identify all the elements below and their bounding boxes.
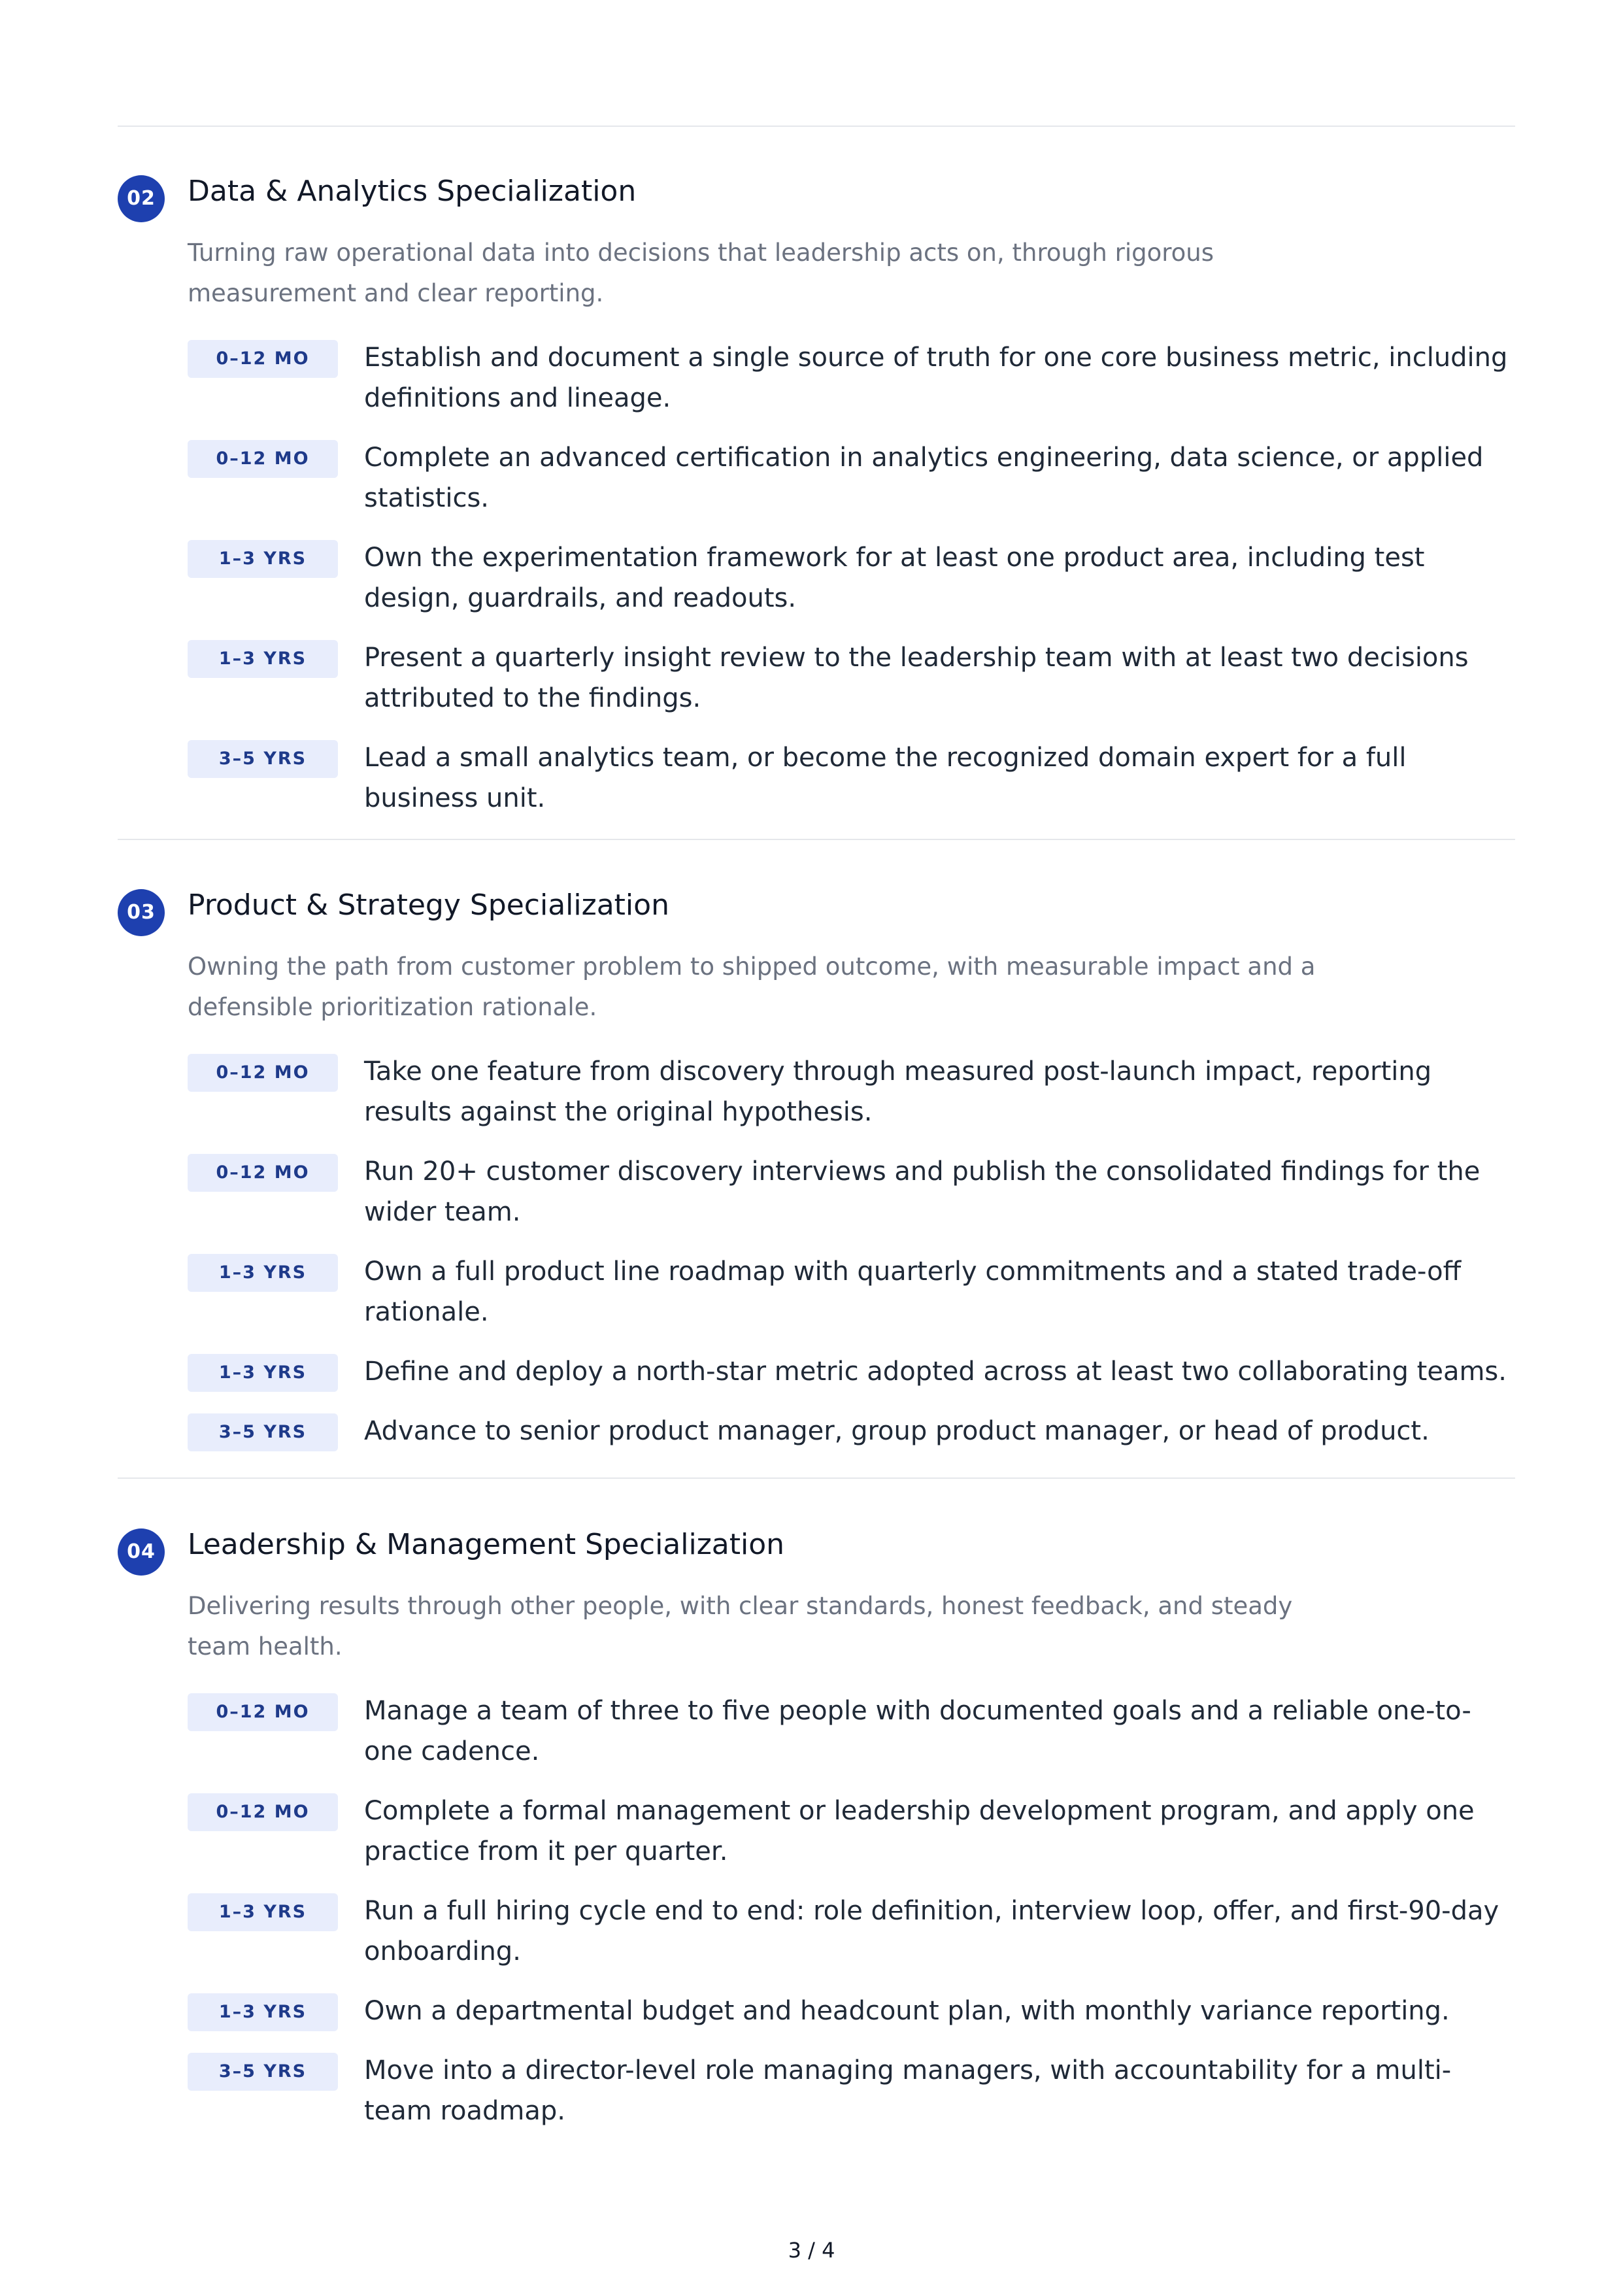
timeframe-badge: 0–12 MO: [188, 440, 338, 478]
page-indicator: 3 / 4: [788, 2238, 835, 2263]
timeframe-badge: 1–3 YRS: [188, 1893, 338, 1931]
goal-text: Own a full product line roadmap with quarterly commitments and a stated trade-off rationale.: [364, 1257, 1462, 1327]
timeframe-badge: 1–3 YRS: [188, 1993, 338, 2031]
section-divider: [118, 839, 1515, 840]
goal-text: Establish and document a single source of truth for one core business metric, including definitions and lineage.: [364, 343, 1508, 413]
goal-item: [188, 1691, 1515, 1772]
goal-text: Complete an advanced certification in analytics engineering, data science, or applied statistics.: [364, 443, 1484, 513]
goal-text: Own the experimentation framework for at least one product area, including test design, guardrails, and readouts.: [364, 543, 1425, 613]
section-header: [118, 1525, 1515, 1577]
goal-item: [188, 337, 1515, 418]
timeframe-badge: 3–5 YRS: [188, 2053, 338, 2091]
goal-text: Take one feature from discovery through measured post-launch impact, reporting results against the original hypothesis.: [364, 1056, 1432, 1127]
goal-text: Run a full hiring cycle end to end: role definition, interview loop, offer, and first-90-day onboarding.: [364, 1896, 1499, 1967]
goal-item: [188, 637, 1515, 718]
timeframe-badge: 1–3 YRS: [188, 640, 338, 678]
timeframe-badge: 0–12 MO: [188, 1154, 338, 1192]
goal-item: [188, 437, 1515, 518]
goal-item: [188, 1791, 1515, 1872]
goal-item: [188, 1251, 1515, 1332]
section-title: Leadership & Management Specialization: [188, 1528, 785, 1561]
timeframe-badge: 0–12 MO: [188, 340, 338, 378]
section-description: Delivering results through other people, with clear standards, honest feedback, and steady team health.: [188, 1592, 1293, 1661]
timeframe-badge: 0–12 MO: [188, 1793, 338, 1831]
timeframe-badge: 1–3 YRS: [188, 1354, 338, 1392]
goal-text: Present a quarterly insight review to the leadership team with at least two decisions attributed to the findings.: [364, 643, 1469, 713]
section-description: Turning raw operational data into decisions that leadership acts on, through rigorous measurement and clear reporting.: [188, 239, 1214, 307]
timeframe-badge: 1–3 YRS: [188, 1254, 338, 1292]
goal-list: [188, 1051, 1515, 1451]
goal-item: [188, 537, 1515, 618]
goal-text: Define and deploy a north-star metric adopted across at least two collaborating teams.: [364, 1357, 1507, 1387]
timeframe-badge: 3–5 YRS: [188, 1413, 338, 1451]
goal-item: [188, 1051, 1515, 1132]
section-leadership-management: [118, 1525, 1515, 2150]
goal-item: [188, 737, 1515, 819]
goal-text: Move into a director-level role managing managers, with accountability for a multi-team roadmap.: [364, 2055, 1452, 2126]
goal-item: [188, 1151, 1515, 1232]
section-product-strategy: [118, 885, 1515, 1470]
timeframe-badge: 3–5 YRS: [188, 740, 338, 778]
goal-text: Lead a small analytics team, or become the recognized domain expert for a full business unit.: [364, 743, 1407, 813]
goal-text: Manage a team of three to five people with documented goals and a reliable one-to-one cadence.: [364, 1696, 1471, 1766]
goal-text: Advance to senior product manager, group product manager, or head of product.: [364, 1416, 1430, 1446]
goal-text: Run 20+ customer discovery interviews and publish the consolidated findings for the wider team.: [364, 1156, 1481, 1227]
goal-list: [188, 1691, 1515, 2131]
goal-item: [188, 1891, 1515, 1972]
goal-item: [188, 1351, 1515, 1392]
section-number-badge: 03: [118, 889, 165, 936]
timeframe-badge: 1–3 YRS: [188, 540, 338, 578]
section-title: Data & Analytics Specialization: [188, 175, 637, 208]
timeframe-badge: 0–12 MO: [188, 1693, 338, 1731]
goal-list: [188, 337, 1515, 819]
section-header: [118, 171, 1515, 224]
section-description: Owning the path from customer problem to shipped outcome, with measurable impact and a defensible prioritization rationale.: [188, 953, 1316, 1021]
section-data-analytics: [118, 171, 1515, 837]
section-title: Product & Strategy Specialization: [188, 888, 669, 922]
goal-text: Complete a formal management or leadership development program, and apply one practice from it per quarter.: [364, 1796, 1475, 1866]
section-header: [118, 885, 1515, 937]
timeframe-badge: 0–12 MO: [188, 1054, 338, 1092]
section-number-badge: 04: [118, 1528, 165, 1576]
goal-text: Own a departmental budget and headcount plan, with monthly variance reporting.: [364, 1996, 1450, 2026]
document-page: [118, 0, 1515, 2296]
goal-item: [188, 1991, 1515, 2031]
goal-item: [188, 2050, 1515, 2131]
section-number-badge: 02: [118, 175, 165, 222]
section-divider: [118, 1477, 1515, 1479]
section-divider: [118, 126, 1515, 127]
goal-item: [188, 1411, 1515, 1451]
